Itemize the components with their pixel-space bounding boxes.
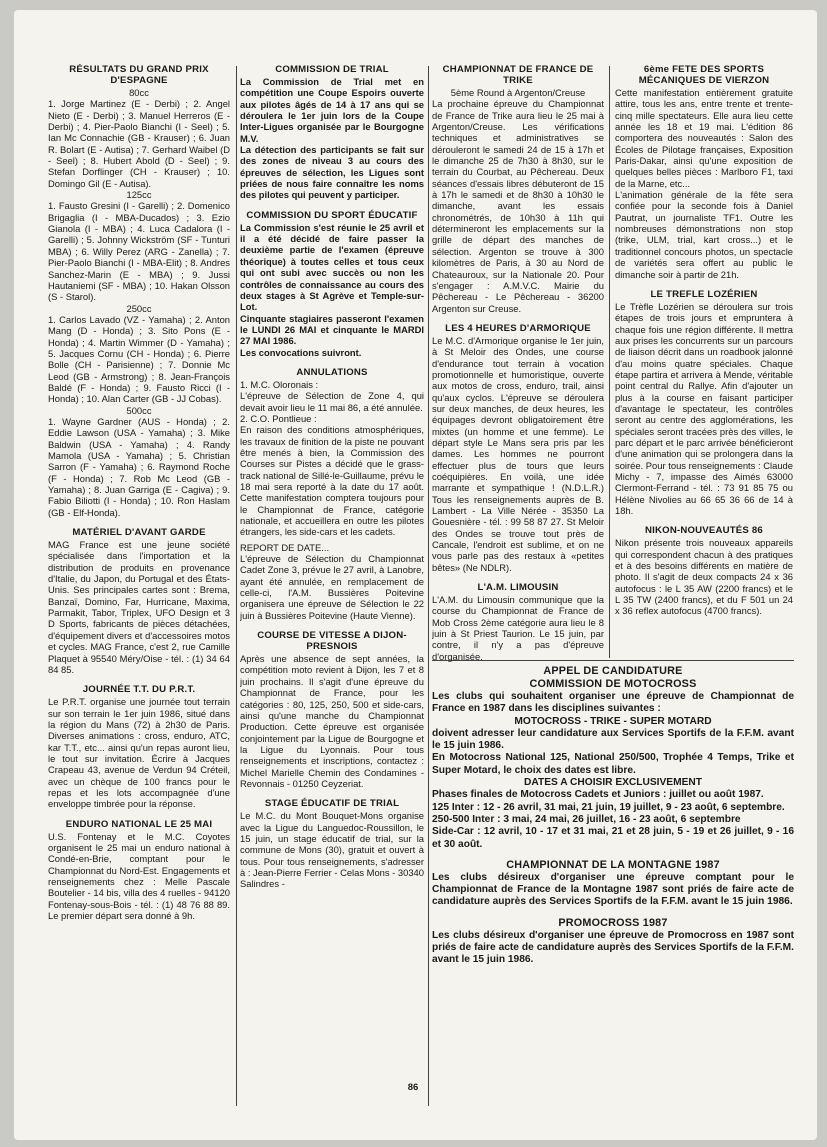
nikon-title: NIKON-NOUVEAUTÉS 86 xyxy=(645,525,763,537)
column-3 xyxy=(432,64,604,714)
column-1 xyxy=(48,64,230,1099)
fete-text-2: L'animation générale de la fête sera confiée pour la seconde fois à Daniel Pautrat, un journaliste TF1. Outre les nombreuses démonstrations non stop (trike, ULM, trial, kart cross...) et le traditionnel concours photos, un spectacle de variétés sera offert au public le dimanche soir à partir de 21h. xyxy=(615,189,793,280)
sport-text-1: La Commission s'est réunie le 25 avril et il a été décidé de faire passer la deuxième partie de l'examen (épreuve théorique) à toutes celles et tous ceux qui ont subi avec succès ou non les contrôles de connaissance au cours des deux stages à St Agrève et Temple-sur-Lot. xyxy=(240,221,424,313)
trefle-title: LE TREFLE LOZÉRIEN xyxy=(650,288,758,300)
appel-title: APPEL DE CANDIDATURE xyxy=(543,665,683,677)
appel-dates-sidecar: Side-Car : 12 avril, 10 - 17 et 31 mai, 21 et 28 juin, 5 - 19 et 26 juillet, 9 - 16 et 30 août. xyxy=(432,826,794,850)
materiel-text: MAG France est une jeune société spécialisée dans l'importation et la distribution de produits en provenance d'Italie, du Japon, du Portugal et des États-Unis. Ses principales cartes sont : Brema, Banzaï, Domino, Far, Hurricane, Maxima, Parmakit, Tabor, Triplex, UFO Design et 3 D Sports, fabricants de pièces détachées, d'équipement divers et d'accessoires motos et cycles. MAG France, c'est 2, rue Camille Plaquet à 95540 Méry/Oise - tél. : (1) 34 64 84 85. xyxy=(48,539,230,675)
promo-title: PROMOCROSS 1987 xyxy=(558,916,668,929)
materiel-title: MATÉRIEL D'AVANT GARDE xyxy=(72,527,206,539)
appel-dates-250: 250-500 Inter : 3 mai, 24 mai, 26 juillet, 16 - 23 août, 6 septembre xyxy=(432,813,741,825)
stage-text: Le M.C. du Mont Bouquet-Mons organise avec la Ligue du Languedoc-Roussillon, le 15 juin, un stage éducatif de trial, sur la commune de Mons (30), gratuit et ouvert à tous. Pour tous renseignements, s'adresser à : Jean-Pierre Ferrier - Celas Mons - 30340 Salindres - xyxy=(240,810,424,890)
report-title: REPORT DE DATE... xyxy=(240,541,330,553)
appel-subtitle: COMMISSION DE MOTOCROSS xyxy=(529,678,697,690)
results-80-heading: 80cc xyxy=(129,87,149,98)
fete-text-1: Cette manifestation entièrement gratuite attire, tous les ans, entre trente et trente-cinq mille spectateurs. Elle aura lieu cette année les 18 et 19 mai. L'édition 86 comportera des nouveautés : Salon des Écoles de Pilotage françaises, Exposition Paris-Dakar, ainsi qu'une exposition de quelques belles pièces : Marlboro F1, taxi de la Marne, etc... xyxy=(615,87,793,189)
nikon-text: Nikon présente trois nouveaux appareils qui correspondent chacun à des pratiques et à des besoins différents en matière de photo. Il s'agit de deux compacts 24 x 36 autofocus : le L 35 AW (2200 francs) et le L 35 TW (2400 francs), et du F 501 un 24 x 36 reflex autofocus (4700 francs). xyxy=(615,537,793,617)
sport-text-2: Cinquante stagiaires passeront l'examen le LUNDI 26 MAI et cinquante le MARDI 27 MAI 1986. xyxy=(240,312,424,347)
appel-text-4: Phases finales de Motocross Cadets et Juniors : juillet ou août 1987. xyxy=(432,789,764,801)
results-500-heading: 500cc xyxy=(126,404,152,416)
results-250-heading: 250cc xyxy=(126,302,152,314)
page-number: 86 xyxy=(407,1082,419,1093)
annul-title: ANNULATIONS xyxy=(296,366,368,378)
annul-item-2-heading: 2. C.O. Pontlieue : xyxy=(240,412,317,424)
annul-item-2-text: En raison des conditions atmosphériques, les travaux de finition de la piste ne pouvant être menés à bien, la Commission des Courses sur Pistes a décidé que le grass-track national de Sillé-le-Guillaume, prévu le 18 mai sera reporté à la date du 17 août. Cette manifestation comptera toujours pour le Championnat de France, catégorie nationale, et accueillera en outre les pilotes étrangers, les side-cars et les cadets. xyxy=(240,424,424,538)
appel-text-2: doivent adresser leur candidature aux Services Sportifs de la F.F.M. avant le 15 juin 1986. xyxy=(432,727,794,752)
trial-title: COMMISSION DE TRIAL xyxy=(275,64,389,75)
journee-text: Le P.R.T. organise une journée tout terrain sur son terrain le 1er juin 1986, situé dans la région du Mans (72) à 2h30 de Paris. Diverses animations : cross, enduro, ATC, kar T.T., etc... ainsi qu'un repas auront lieu, le tout sur invitation. Écrire à Jacques Crapeau 43, avenue de Verdun 94 Créteil, avec un chèque de 100 francs pour le repas et les lots accompagnée d'une enveloppe timbrée pour la réponse. xyxy=(48,696,230,810)
sport-title: COMMISSION DU SPORT ÉDUCATIF xyxy=(246,209,418,221)
annul-item-1-heading: 1. M.C. Oloronais : xyxy=(240,378,319,390)
enduro-title: ENDURO NATIONAL LE 25 MAI xyxy=(65,818,213,830)
heures-title: LES 4 HEURES D'ARMORIQUE xyxy=(445,322,591,334)
appel-dates-125: 125 Inter : 12 - 26 avril, 31 mai, 21 juin, 19 juillet, 9 - 23 août, 6 septembre. xyxy=(432,801,785,813)
appel-dates-heading: DATES A CHOISIR EXCLUSIVEMENT xyxy=(524,777,702,789)
column-rule xyxy=(428,66,429,1106)
stage-title: STAGE ÉDUCATIF DE TRIAL xyxy=(264,798,400,810)
course-text: Après une absence de sept années, la compétition moto revient à Dijon, les 7 et 8 juin prochains. Il s'agit d'une épreuve du Championnat de France, pour les catégories : 80, 125, 250, 500 et side-cars, ainsi qu'une manche du Championnat Production. Cette épreuve est organisée conjointement par la Ligue de Bourgogne et la Ligue du Lyonnais. Pour tous renseignements et inscriptions, contactez : Michel Marielle Chemin des Condamines - Revonnais - 01250 Ceyzeriat. xyxy=(240,653,424,789)
course-title: COURSE DE VITESSE A DIJON-PRESNOIS xyxy=(257,630,407,653)
results-125-heading: 125cc xyxy=(126,189,152,201)
fete-title: 6ème FETE DES SPORTS MÉCANIQUES DE VIERZON xyxy=(638,64,770,86)
appel-text-3: En Motocross National 125, National 250/500, Trophée 4 Temps, Trike et Super Motard, le choix des dates est libre. xyxy=(432,752,794,776)
promo-text: Les clubs désireux d'organiser une épreuve de Promocross en 1987 sont priés de faire acte de candidature auprès des Services Sportifs de la F.F.M. avant le 15 juin 1986. xyxy=(432,929,794,966)
heures-text: Le M.C. d'Armorique organise le 1er juin, à St Meloir des Ondes, une course d'endurance tout terrain à vocation promotionnelle et humoristique, ouverte aux motos de cross, enduro, trail, ainsi qu'aux cyclos. L'épreuve se déroulera sur deux manches, de deux heures, les équipages devront obligatoirement être mixtes (un homme et une femme). Le départ style Le Mans sera pris par les dames. Les hommes ne pourront effectuer plus de tours que leurs coéquipières. En voilà, une idée marrante et sympathique ! (N.D.L.R.) Tous les renseignements auprès de B. Lambert - La Ville Nérée - 35350 La Gouesnière - tél. : 99 58 87 27. St Meloir des Ondes se trouve tout près de Cancale, l'endroit est sublime, et on ne vous parle pas des restaux à «petites bêtes» (Ne NDLR). xyxy=(432,334,604,573)
trial-text-2: La détection des participants se fait sur des zones de niveau 3 au cours des épreuves de sélection, les Ligues sont priées de nous faire connaître les noms des pilotes qui peuvent y participer. xyxy=(240,144,424,201)
journee-title: JOURNÉE T.T. DU P.R.T. xyxy=(82,684,196,696)
column-rule xyxy=(609,66,610,658)
results-125-text: 1. Fausto Gresini (I - Garelli) ; 2. Domenico Brigaglia (I - MBA-Ducados) ; 3. Ezio Gianola (I - MBA) ; 4. Luca Cadalora (I - Garelli) ; 5. Johnny Wickström (SF - Tunturi MBA) ; 6. Willy Perez (ARG - Zanella) ; 7. Pier-Paolo Bianchi (I - MBA-Elit) ; 8. Andres Sanchez-Marin (E - MBA) ; 9. Jussi Hautaniemi (SF - MBA) ; 10. Hakan Olsson (S - Starol). xyxy=(48,200,230,303)
enduro-text: U.S. Fontenay et le M.C. Coyotes organisent le 25 mai un enduro national à Condé-en-Brie, comptant pour le Championnat du Nord-Est. Engagements et renseignements chez : Melle Pascale Boutelier - 14 bis, villa des 4 ruelles - 94120 Fontenay-sous-Bois - tél. : (1) 48 76 88 89. Le premier départ sera donné à 9h. xyxy=(48,830,230,922)
appel-disciplines: MOTOCROSS - TRIKE - SUPER MOTARD xyxy=(514,715,712,727)
column-2 xyxy=(240,64,424,1099)
results-title: RÉSULTATS DU GRAND PRIX D'ESPAGNE xyxy=(69,64,209,86)
trike-title: CHAMPIONNAT DE FRANCE DE TRIKE xyxy=(442,64,594,86)
column-rule xyxy=(236,66,237,1106)
announcements-block xyxy=(432,665,794,1105)
montagne-title: CHAMPIONNAT DE LA MONTAGNE 1987 xyxy=(506,858,720,871)
trefle-text: Le Trèfle Lozérien se déroulera sur trois étapes de trois jours et empruntera à chaque fois une région différente. Il mettra aux prises les concurrents sur un parcours de liaison décrit dans un roadbook jalonné d'au moins quatre spéciales. Chaque étape partira et arrivera à Mende, véritable point central du Rallye. Afin d'ajouter un plus à la course en faisant participer d'avantage le spectateur, les contrôles seront au centre des agglomérations, les spéciales seront tracées près des villes, le parc départ et le parc arrivée bénéficieront d'une animation qui se prolongera dans la soirée. Pour tous renseignements : Claude Michy - 7, impasse des Aimés 63000 Clermont-Ferrand - tél. : 73 91 85 75 ou Hélène Nivolies au 66 65 36 66 de 14 à 18h. xyxy=(615,300,793,517)
limousin-text: L'A.M. du Limousin communique que la course du Championnat de France de Mob Cross 2ème catégorie aura lieu le 8 juin à St Priest Taurion. Le 15 juin, par contre, il n'y a pas d'épreuve d'organisée. xyxy=(432,594,604,662)
trike-subtitle: 5ème Round à Argenton/Creuse xyxy=(450,87,586,98)
sport-text-3: Les convocations suivront. xyxy=(240,346,362,358)
limousin-title: L'A.M. LIMOUSIN xyxy=(477,582,559,594)
annul-item-1-text: L'épreuve de Sélection de Zone 4, qui devait avoir lieu le 11 mai 86, a été annulée. xyxy=(240,390,424,413)
results-80-text: 1. Jorge Martinez (E - Derbi) ; 2. Angel Nieto (E - Derbi) ; 3. Manuel Herreros (E - Derbi) ; 4. Pier-Paolo Bianchi (I - Seel) ; 5. Ian Mc Connachie (GB - Krauser) ; 6. Juan R. Bolart (E - Autisa) ; 7. Gerhard Waibel (D - Seel) ; 8. Hubert Abold (D - Seel) ; 9. Stefan Dorflinger (CH - Krauser) ; 10. Domingo Gil (E - Autisa). xyxy=(48,98,230,189)
results-250-text: 1. Carlos Lavado (VZ - Yamaha) ; 2. Anton Mang (D - Honda) ; 3. Sito Pons (E - Honda) ; 4. Martin Wimmer (D - Yamaha) ; 5. Jacques Cornu (CH - Honda) ; 6. Pierre Bolle (CH - Parisienne) ; 7. Donnie Mc Leod (GB - Armstrong) ; 8. Jean-François Baldé (F - Honda) ; 9. Fausto Ricci (I - Honda) ; 10. Alan Carter (GB - JJ Cobas). xyxy=(48,313,230,405)
results-500-text: 1. Wayne Gardner (AUS - Honda) ; 2. Eddie Lawson (USA - Yamaha) ; 3. Mike Baldwin (USA - Yamaha) ; 4. Randy Mamola (USA - Yamaha) ; 5. Christian Sarron (F - Yamaha) ; 6. Raymond Roche (F - Honda) ; 7. Rob Mc Leod (GB - Yamaha) ; 8. Juan Garriga (E - Cagiva) ; 9. Fabio Biliotti (I - Honda) ; 10. Ron Haslam (GB - Elf-Honda). xyxy=(48,415,230,518)
trike-text: La prochaine épreuve du Championnat de France de Trike aura lieu le 25 mai à Argenton/Creuse. Les vérifications techniques et administratives se dérouleront le samedi 24 de 15 à 17h et le dimanche 25 de 7h30 à 8h30, sur le terrain du Courbat, au Pêchereau. Deux séances d'essais libres débuteront de 15 à 17h le samedi et de 8h30 à 10h30 le dimanche, avant les essais chronométrés, de 10h30 à 11h qui détermineront les emplacements sur la grille de départ des manches de sélection. Argenton se trouve à 300 kilomètres de Paris, à 30 au Nord de Chateauroux, sur la Nationale 20. Pour s'engager : A.M.V.C. Mairie du Pêchereau - Le Pêchereau - 36200 Argenton sur Creuse. xyxy=(432,98,604,314)
montagne-text: Les clubs désireux d'organiser une épreuve comptant pour le Championnat de France de la Montagne 1987 sont priés de faire acte de candidature auprès des Services Sportifs de la F.F.M. avant le 15 juin 1986. xyxy=(432,871,794,908)
report-text: L'épreuve de Sélection du Championnat Cadet Zone 3, prévue le 27 avril, à Lanobre, ayant été annulée, en remplacement de celle-ci, l'A.M. Bussières Poitevine organisera une épreuve de Sélection le 22 juin à Bussières Poitevine (Haute Vienne). xyxy=(240,553,424,621)
column-4 xyxy=(615,64,793,714)
appel-text-1: Les clubs qui souhaitent organiser une épreuve de Championnat de France en 1987 dans les disciplines suivantes : xyxy=(432,691,794,715)
trial-text-1: La Commission de Trial met en compétition une Coupe Espoirs ouverte aux pilotes âgés de 14 à 17 ans qui se déroulera le 1er juin lors de la Coupe Inter-Ligues organisée par le Bourgogne M.V. xyxy=(240,76,424,144)
